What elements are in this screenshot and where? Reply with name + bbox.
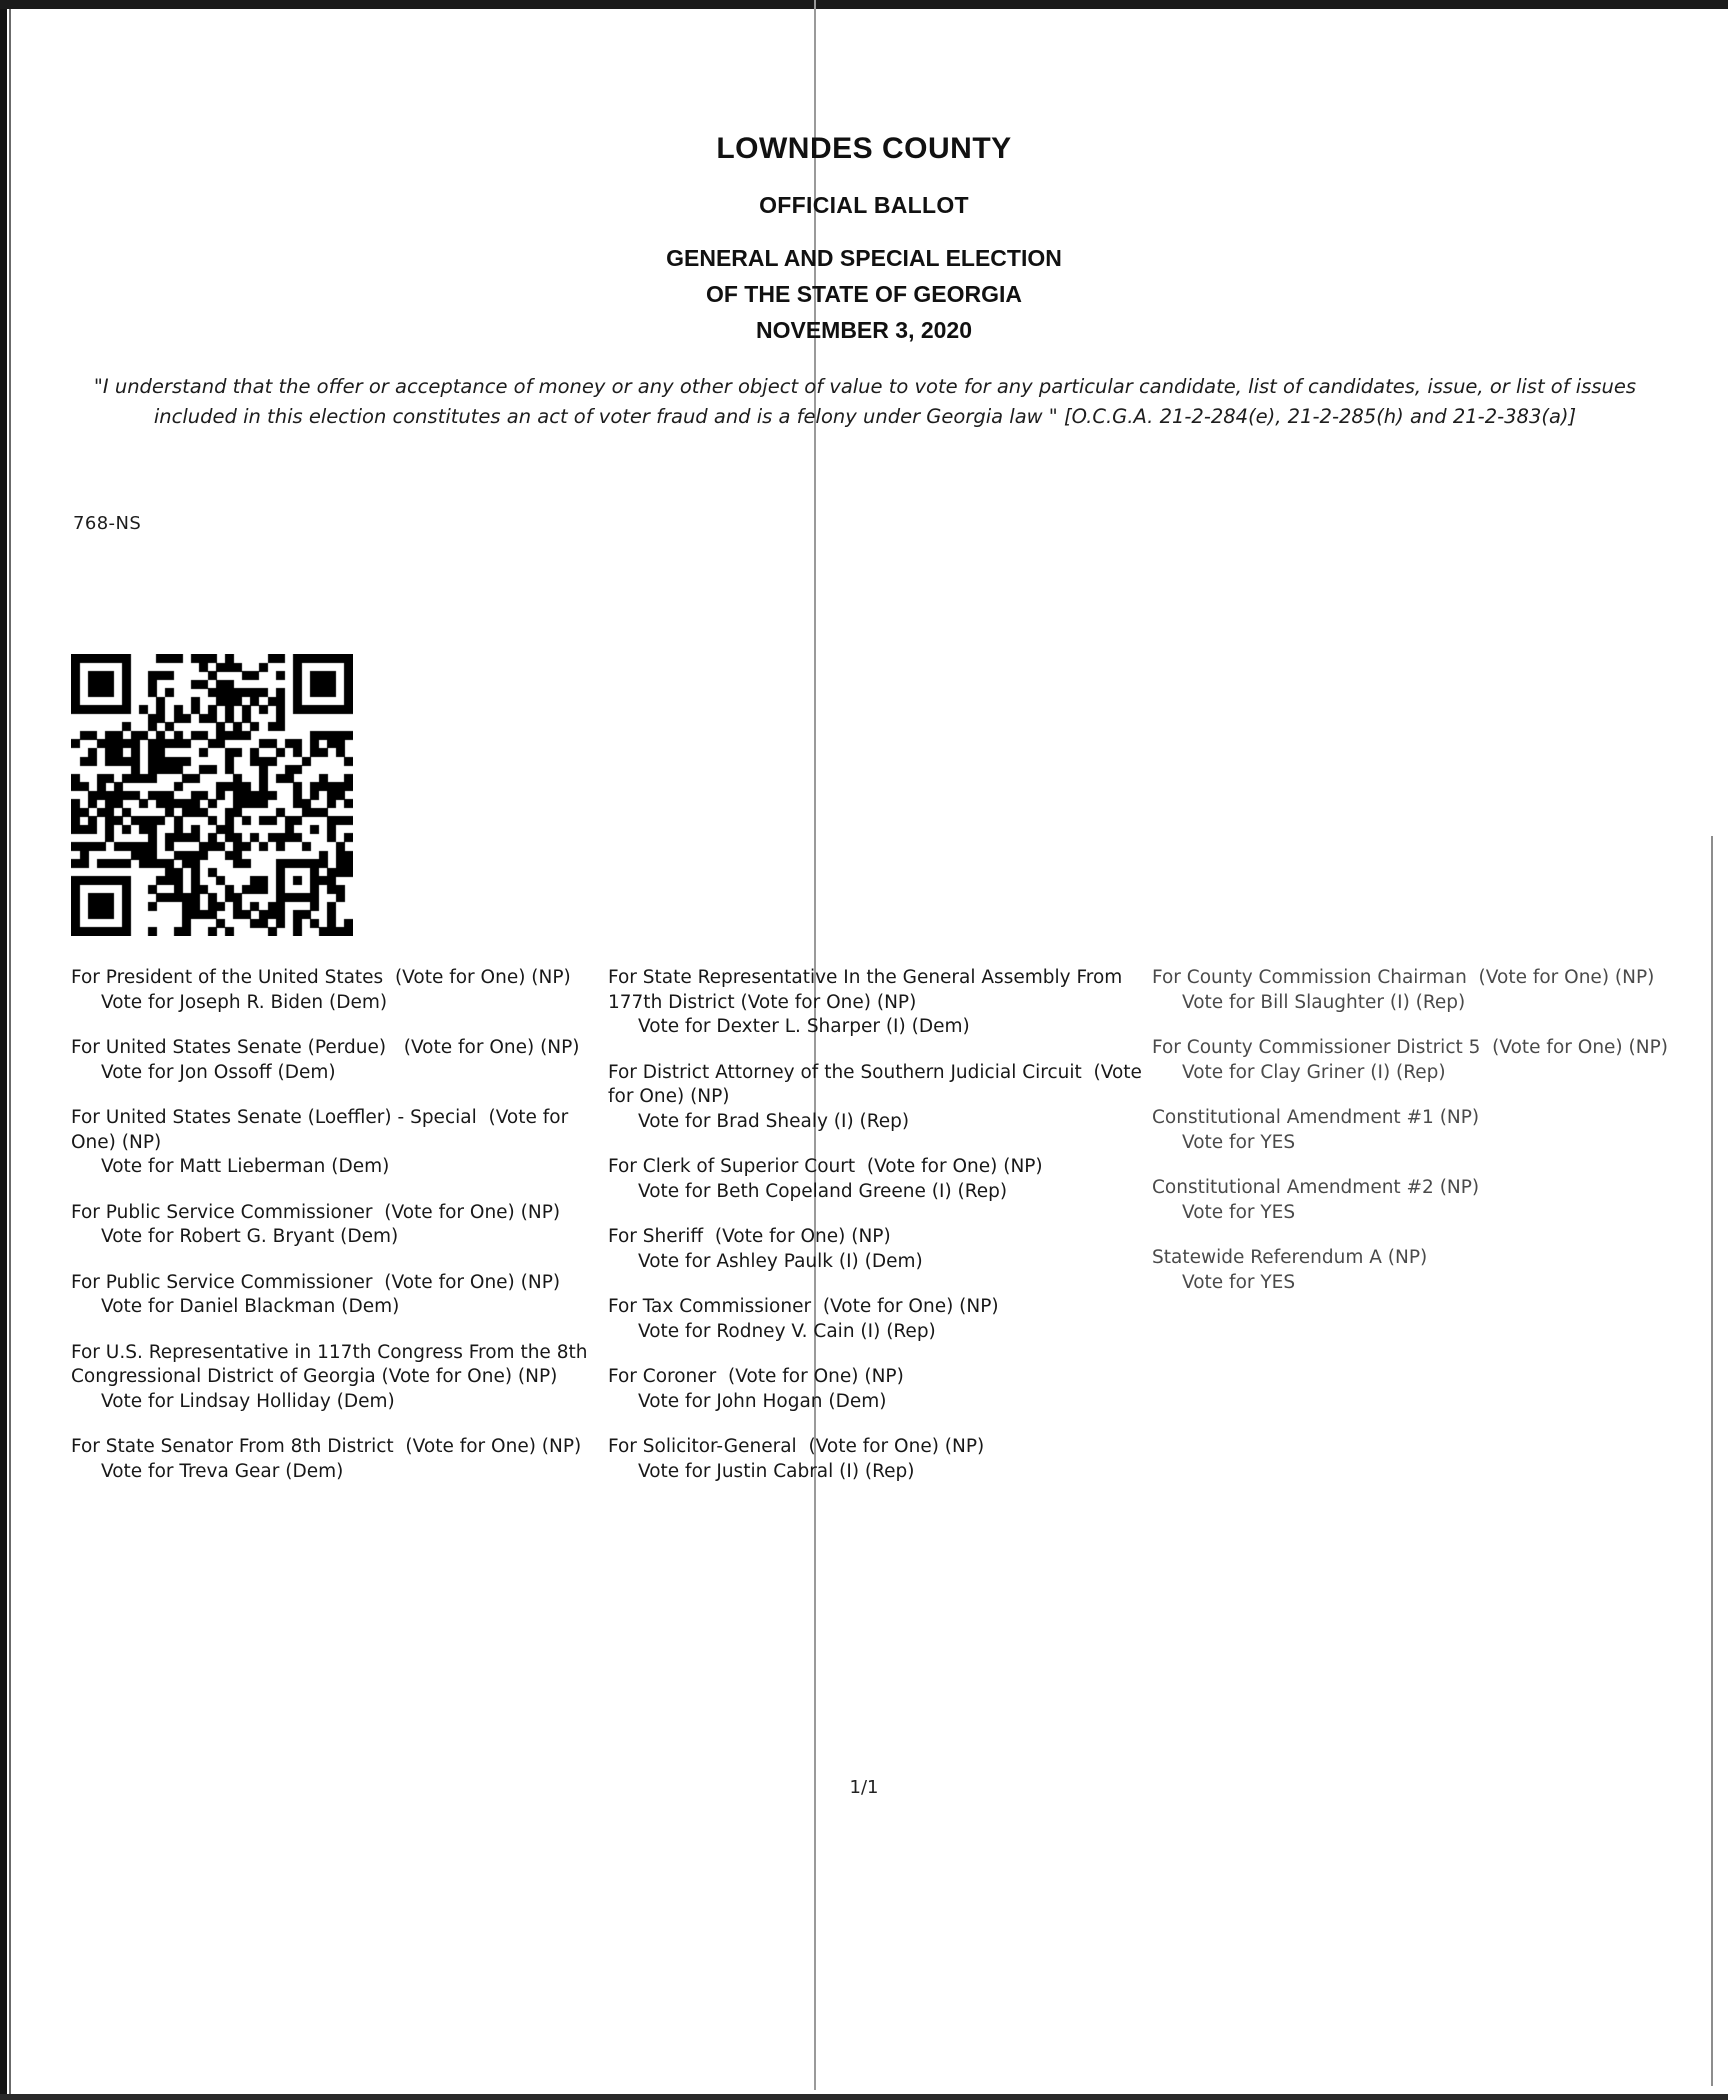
race-title: For Tax Commissioner (Vote for One) (NP) — [608, 1296, 999, 1317]
ballot-style-id: 768-NS — [73, 513, 142, 534]
race-selected-choice: Vote for Justin Cabral (I) (Rep) — [638, 1460, 915, 1482]
page-number: 1/1 — [849, 1777, 879, 1798]
races-column-3 — [1152, 966, 1692, 1316]
page-right-edge-line — [1711, 836, 1713, 2086]
races-column-1 — [71, 966, 596, 1505]
race-title: For Public Service Commissioner (Vote for One) (NP) — [71, 1201, 561, 1223]
race-title: Statewide Referendum A (NP) — [1152, 1247, 1428, 1268]
election-type-line-1: GENERAL AND SPECIAL ELECTION — [666, 245, 1062, 271]
race-block — [608, 1365, 1143, 1414]
race-title: For County Commissioner District 5 (Vote for One) (NP) — [1152, 1037, 1668, 1058]
election-date: NOVEMBER 3, 2020 — [755, 317, 973, 343]
race-block — [1152, 966, 1692, 1015]
race-block — [1152, 1176, 1692, 1225]
race-title: For U.S. Representative in 117th Congress From the 8th Congressional District of Georgia (Vote for One) (NP) — [71, 1341, 594, 1387]
race-block — [71, 1271, 596, 1320]
race-selected-choice: Vote for Brad Shealy (I) (Rep) — [638, 1110, 910, 1132]
race-title: For United States Senate (Loeffler) - Special (Vote for One) (NP) — [71, 1107, 575, 1153]
race-title: For Sheriff (Vote for One) (NP) — [608, 1226, 891, 1247]
race-selected-choice: Vote for Beth Copeland Greene (I) (Rep) — [638, 1180, 1008, 1202]
race-selected-choice: Vote for Ashley Paulk (I) (Dem) — [638, 1250, 923, 1272]
race-title: Constitutional Amendment #2 (NP) — [1152, 1177, 1480, 1198]
race-title: Constitutional Amendment #1 (NP) — [1152, 1107, 1480, 1128]
race-block — [608, 1295, 1143, 1344]
race-selected-choice: Vote for Robert G. Bryant (Dem) — [101, 1226, 399, 1247]
race-selected-choice: Vote for John Hogan (Dem) — [638, 1390, 887, 1412]
race-block — [608, 1061, 1148, 1135]
race-block — [1152, 1036, 1692, 1085]
race-title: For Public Service Commissioner (Vote for One) (NP) — [71, 1271, 561, 1293]
race-selected-choice: Vote for Lindsay Holliday (Dem) — [101, 1390, 395, 1412]
ballot-qr-code — [71, 654, 353, 936]
race-selected-choice: Vote for YES — [1182, 1271, 1296, 1293]
election-type-line-2: OF THE STATE OF GEORGIA — [705, 281, 1023, 307]
official-ballot-label: OFFICIAL BALLOT — [759, 192, 969, 218]
races-column-2 — [608, 966, 1148, 1505]
race-title: For State Senator From 8th District (Vote for One) (NP) — [71, 1436, 582, 1457]
race-block — [608, 966, 1143, 1040]
race-block — [71, 1106, 596, 1180]
race-selected-choice: Vote for Joseph R. Biden (Dem) — [101, 991, 388, 1013]
race-block — [608, 1435, 1143, 1484]
voter-fraud-oath-text: "I understand that the offer or acceptance of money or any other object of value to vote for any particular candidate, list of candidates, issue, or list of issues included in this election constitutes an act of voter fraud and is a felony under Georgia law " [O.C.G.A. 21-2-284(e), 21-2-285(h) and 21-2-383(a)] — [93, 375, 1637, 428]
race-selected-choice: Vote for Clay Griner (I) (Rep) — [1182, 1061, 1446, 1083]
race-selected-choice: Vote for YES — [1182, 1201, 1296, 1223]
race-block — [1152, 1106, 1692, 1155]
race-title: For President of the United States (Vote for One) (NP) — [71, 967, 571, 988]
race-selected-choice: Vote for Daniel Blackman (Dem) — [101, 1296, 400, 1317]
race-block — [71, 1201, 596, 1250]
race-block — [71, 1341, 596, 1415]
race-selected-choice: Vote for Dexter L. Sharper (I) (Dem) — [638, 1016, 970, 1037]
race-block — [71, 1036, 596, 1085]
race-selected-choice: Vote for YES — [1182, 1131, 1296, 1153]
race-block — [71, 1435, 596, 1484]
race-selected-choice: Vote for Jon Ossoff (Dem) — [101, 1061, 336, 1083]
race-title: For Solicitor-General (Vote for One) (NP) — [608, 1436, 985, 1457]
race-title: For County Commission Chairman (Vote for One) (NP) — [1152, 967, 1655, 988]
race-title: For Clerk of Superior Court (Vote for One) (NP) — [608, 1156, 1043, 1177]
race-selected-choice: Vote for Treva Gear (Dem) — [101, 1460, 344, 1482]
race-title: For United States Senate (Perdue) (Vote for One) (NP) — [71, 1037, 580, 1058]
race-title: For District Attorney of the Southern Judicial Circuit (Vote for One) (NP) — [608, 1061, 1148, 1107]
race-selected-choice: Vote for Matt Lieberman (Dem) — [101, 1156, 390, 1177]
race-title: For Coroner (Vote for One) (NP) — [608, 1366, 904, 1387]
page-title: LOWNDES COUNTY — [716, 132, 1012, 165]
race-selected-choice: Vote for Rodney V. Cain (I) (Rep) — [638, 1320, 936, 1342]
race-selected-choice: Vote for Bill Slaughter (I) (Rep) — [1182, 991, 1466, 1013]
race-block — [71, 966, 596, 1015]
race-block — [1152, 1246, 1692, 1295]
race-block — [608, 1225, 1143, 1274]
race-block — [608, 1155, 1143, 1204]
race-title: For State Representative In the General Assembly From 177th District (Vote for One) (NP) — [608, 967, 1129, 1013]
